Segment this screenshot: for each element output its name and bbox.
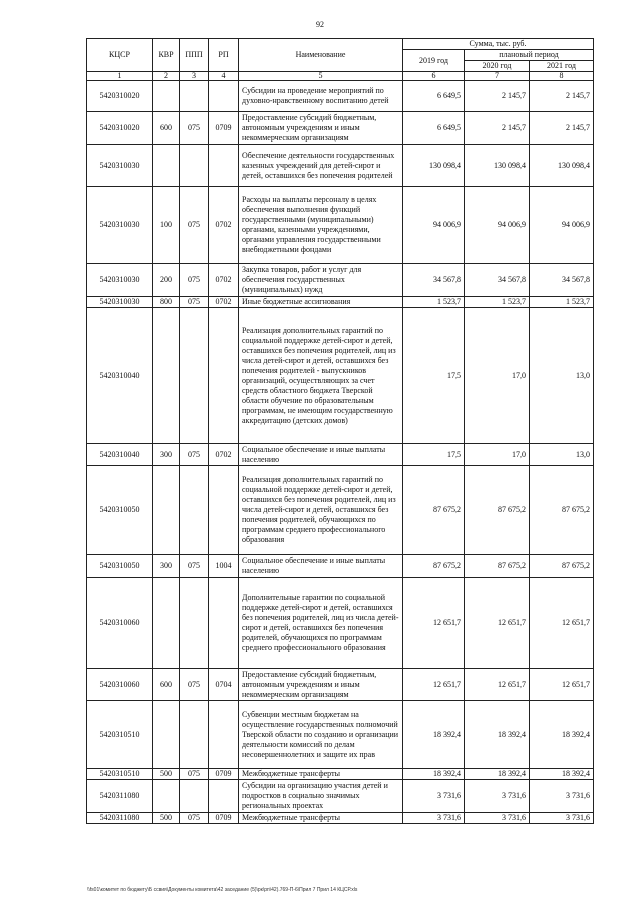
cell-kcsr: 5420310050 — [87, 466, 153, 555]
cell-name: Иные бюджетные ассигнования — [239, 297, 403, 308]
cell-2020: 2 145,7 — [465, 112, 530, 145]
column-number: 1 — [87, 72, 153, 81]
cell-2021: 1 523,7 — [530, 297, 594, 308]
cell-ppp — [180, 308, 209, 444]
cell-2019: 130 098,4 — [403, 145, 465, 187]
cell-2020: 94 006,9 — [465, 187, 530, 264]
cell-rp: 0709 — [209, 813, 239, 824]
cell-rp: 0702 — [209, 297, 239, 308]
cell-2020: 18 392,4 — [465, 769, 530, 780]
cell-name: Расходы на выплаты персоналу в целях обеспечения выполнения функций государственными (муниципальными) органами, казенными учреждениями, органами управления государственными внебюджетными фондами — [239, 187, 403, 264]
cell-2021: 3 731,6 — [530, 780, 594, 813]
cell-rp: 0702 — [209, 264, 239, 297]
cell-rp — [209, 308, 239, 444]
cell-name: Дополнительные гарантии по социальной поддержке детей-сирот и детей, оставшихся без попечения родителей, лиц из числа детей-сирот и детей, оставшихся без попечения родителей, обучающихся по программам среднего профессионального образования — [239, 578, 403, 669]
cell-rp: 0709 — [209, 112, 239, 145]
cell-2021: 13,0 — [530, 444, 594, 466]
table-row — [87, 669, 594, 701]
cell-kcsr: 5420310510 — [87, 701, 153, 769]
cell-rp: 0702 — [209, 187, 239, 264]
cell-name: Закупка товаров, работ и услуг для обеспечения государственных (муниципальных) нужд — [239, 264, 403, 297]
cell-2020: 18 392,4 — [465, 701, 530, 769]
cell-rp — [209, 145, 239, 187]
cell-2020: 2 145,7 — [465, 81, 530, 112]
cell-2019: 94 006,9 — [403, 187, 465, 264]
cell-kvr: 300 — [153, 444, 180, 466]
cell-2021: 18 392,4 — [530, 701, 594, 769]
cell-ppp: 075 — [180, 264, 209, 297]
cell-kvr: 500 — [153, 813, 180, 824]
table-row — [87, 780, 594, 813]
cell-2021: 94 006,9 — [530, 187, 594, 264]
cell-rp — [209, 578, 239, 669]
cell-2021: 18 392,4 — [530, 769, 594, 780]
cell-rp: 0704 — [209, 669, 239, 701]
cell-2020: 3 731,6 — [465, 780, 530, 813]
table-row — [87, 264, 594, 297]
cell-2020: 17,0 — [465, 308, 530, 444]
table-row — [87, 187, 594, 264]
cell-2020: 3 731,6 — [465, 813, 530, 824]
table-row — [87, 444, 594, 466]
cell-name: Межбюджетные трансферты — [239, 769, 403, 780]
column-number: 2 — [153, 72, 180, 81]
cell-2021: 2 145,7 — [530, 112, 594, 145]
cell-kvr: 100 — [153, 187, 180, 264]
cell-kcsr: 5420310060 — [87, 578, 153, 669]
cell-2019: 18 392,4 — [403, 701, 465, 769]
cell-rp: 1004 — [209, 555, 239, 578]
cell-2021: 12 651,7 — [530, 669, 594, 701]
table-row — [87, 81, 594, 112]
cell-kvr — [153, 145, 180, 187]
cell-name: Предоставление субсидий бюджетным, автономным учреждениям и иным некоммерческим организациям — [239, 112, 403, 145]
column-number: 4 — [209, 72, 239, 81]
table-row — [87, 813, 594, 824]
cell-2020: 12 651,7 — [465, 669, 530, 701]
cell-name: Предоставление субсидий бюджетным, автономным учреждениям и иным некоммерческим организациям — [239, 669, 403, 701]
cell-2019: 87 675,2 — [403, 466, 465, 555]
header-rp: РП — [209, 39, 239, 72]
cell-ppp — [180, 81, 209, 112]
budget-table — [86, 38, 594, 824]
table-row — [87, 308, 594, 444]
cell-2020: 34 567,8 — [465, 264, 530, 297]
cell-name: Субвенции местным бюджетам на осуществление государственных полномочий Тверской области по созданию и организации деятельности комиссий по делам несовершеннолетних и защите их прав — [239, 701, 403, 769]
cell-2019: 12 651,7 — [403, 669, 465, 701]
cell-rp — [209, 81, 239, 112]
cell-rp — [209, 780, 239, 813]
cell-2019: 34 567,8 — [403, 264, 465, 297]
cell-2019: 6 649,5 — [403, 112, 465, 145]
cell-2019: 6 649,5 — [403, 81, 465, 112]
cell-2020: 1 523,7 — [465, 297, 530, 308]
cell-kcsr: 5420311080 — [87, 813, 153, 824]
cell-ppp: 075 — [180, 813, 209, 824]
cell-2019: 1 523,7 — [403, 297, 465, 308]
cell-2019: 3 731,6 — [403, 813, 465, 824]
column-number: 6 — [403, 72, 465, 81]
cell-name: Обеспечение деятельности государственных казенных учреждений для детей-сирот и детей, оставшихся без попечения родителей — [239, 145, 403, 187]
cell-kvr — [153, 466, 180, 555]
cell-kcsr: 5420310510 — [87, 769, 153, 780]
cell-ppp: 075 — [180, 112, 209, 145]
cell-kcsr: 5420310050 — [87, 555, 153, 578]
cell-ppp — [180, 701, 209, 769]
cell-kvr — [153, 701, 180, 769]
cell-2019: 12 651,7 — [403, 578, 465, 669]
cell-kcsr: 5420310040 — [87, 308, 153, 444]
cell-name: Социальное обеспечение и иные выплаты населению — [239, 555, 403, 578]
cell-rp: 0709 — [209, 769, 239, 780]
table-row — [87, 555, 594, 578]
cell-ppp: 075 — [180, 187, 209, 264]
header-2020: 2020 год — [465, 61, 530, 72]
cell-kcsr: 5420310030 — [87, 145, 153, 187]
cell-2019: 3 731,6 — [403, 780, 465, 813]
cell-2020: 87 675,2 — [465, 555, 530, 578]
header-kvr: КВР — [153, 39, 180, 72]
header-2021: 2021 год — [530, 61, 594, 72]
cell-ppp: 075 — [180, 297, 209, 308]
cell-ppp: 075 — [180, 769, 209, 780]
cell-kvr: 500 — [153, 769, 180, 780]
table-row — [87, 578, 594, 669]
cell-name: Реализация дополнительных гарантий по социальной поддержке детей-сирот и детей, оставшихся без попечения родителей, лиц из числа детей-сирот и детей, оставшихся без попечения родителей, обучающихся по программам среднего профессионального образования — [239, 466, 403, 555]
column-number: 3 — [180, 72, 209, 81]
cell-kcsr: 5420310020 — [87, 112, 153, 145]
cell-2021: 87 675,2 — [530, 555, 594, 578]
header-ppp: ППП — [180, 39, 209, 72]
cell-2021: 13,0 — [530, 308, 594, 444]
cell-ppp — [180, 145, 209, 187]
cell-2020: 17,0 — [465, 444, 530, 466]
column-number: 7 — [465, 72, 530, 81]
table-row — [87, 466, 594, 555]
column-number-row — [87, 72, 594, 81]
table-row — [87, 769, 594, 780]
header-sum: Сумма, тыс. руб. — [403, 39, 594, 50]
cell-2021: 2 145,7 — [530, 81, 594, 112]
cell-2021: 34 567,8 — [530, 264, 594, 297]
cell-kvr: 600 — [153, 112, 180, 145]
cell-kvr: 600 — [153, 669, 180, 701]
table-row — [87, 145, 594, 187]
cell-kcsr: 5420310030 — [87, 264, 153, 297]
cell-rp — [209, 701, 239, 769]
cell-2020: 130 098,4 — [465, 145, 530, 187]
cell-ppp: 075 — [180, 555, 209, 578]
cell-kcsr: 5420310040 — [87, 444, 153, 466]
cell-kvr: 800 — [153, 297, 180, 308]
cell-2020: 12 651,7 — [465, 578, 530, 669]
header-kcsr: КЦСР — [87, 39, 153, 72]
table-row — [87, 297, 594, 308]
cell-kvr — [153, 81, 180, 112]
cell-2021: 87 675,2 — [530, 466, 594, 555]
cell-kvr — [153, 780, 180, 813]
cell-kcsr: 5420311080 — [87, 780, 153, 813]
cell-ppp — [180, 578, 209, 669]
cell-name: Межбюджетные трансферты — [239, 813, 403, 824]
cell-name: Субсидии на организацию участия детей и подростков в социально значимых региональных проектах — [239, 780, 403, 813]
footer-file-path: \\fs01\комитет по бюджету\Б ссвия\Документы комитета\42 заседание (5)\рк\рп\42).769-П-6\Прил 7 Прил 14 КЦСР.xls — [87, 887, 358, 893]
cell-2019: 18 392,4 — [403, 769, 465, 780]
page-number: 92 — [316, 20, 324, 29]
cell-2021: 12 651,7 — [530, 578, 594, 669]
table-body — [87, 81, 594, 824]
cell-2021: 130 098,4 — [530, 145, 594, 187]
cell-kvr — [153, 578, 180, 669]
cell-ppp: 075 — [180, 669, 209, 701]
header-name: Наименование — [239, 39, 403, 72]
cell-name: Реализация дополнительных гарантий по социальной поддержке детей-сирот и детей, оставшихся без попечения родителей, лиц из числа детей-сирот и детей, оставшихся без попечения родителей - выпускников организаций, осуществляющих за счет средств областного бюджета Тверской области обучение по образовательным программам, не имеющим государственную аккредитацию (детских домов) — [239, 308, 403, 444]
cell-2019: 87 675,2 — [403, 555, 465, 578]
column-number: 5 — [239, 72, 403, 81]
cell-rp: 0702 — [209, 444, 239, 466]
cell-2019: 17,5 — [403, 444, 465, 466]
column-number: 8 — [530, 72, 594, 81]
table-row — [87, 701, 594, 769]
cell-kvr: 300 — [153, 555, 180, 578]
cell-kcsr: 5420310060 — [87, 669, 153, 701]
header-2019: 2019 год — [403, 50, 465, 72]
cell-kvr: 200 — [153, 264, 180, 297]
cell-ppp: 075 — [180, 444, 209, 466]
cell-name: Социальное обеспечение и иные выплаты населению — [239, 444, 403, 466]
cell-ppp — [180, 466, 209, 555]
cell-rp — [209, 466, 239, 555]
cell-2019: 17,5 — [403, 308, 465, 444]
cell-ppp — [180, 780, 209, 813]
header-planned-period: плановый период — [465, 50, 594, 61]
cell-kcsr: 5420310020 — [87, 81, 153, 112]
cell-2020: 87 675,2 — [465, 466, 530, 555]
cell-kvr — [153, 308, 180, 444]
table-row — [87, 112, 594, 145]
cell-kcsr: 5420310030 — [87, 187, 153, 264]
cell-2021: 3 731,6 — [530, 813, 594, 824]
cell-name: Субсидии на проведение мероприятий по духовно-нравственному воспитанию детей — [239, 81, 403, 112]
cell-kcsr: 5420310030 — [87, 297, 153, 308]
